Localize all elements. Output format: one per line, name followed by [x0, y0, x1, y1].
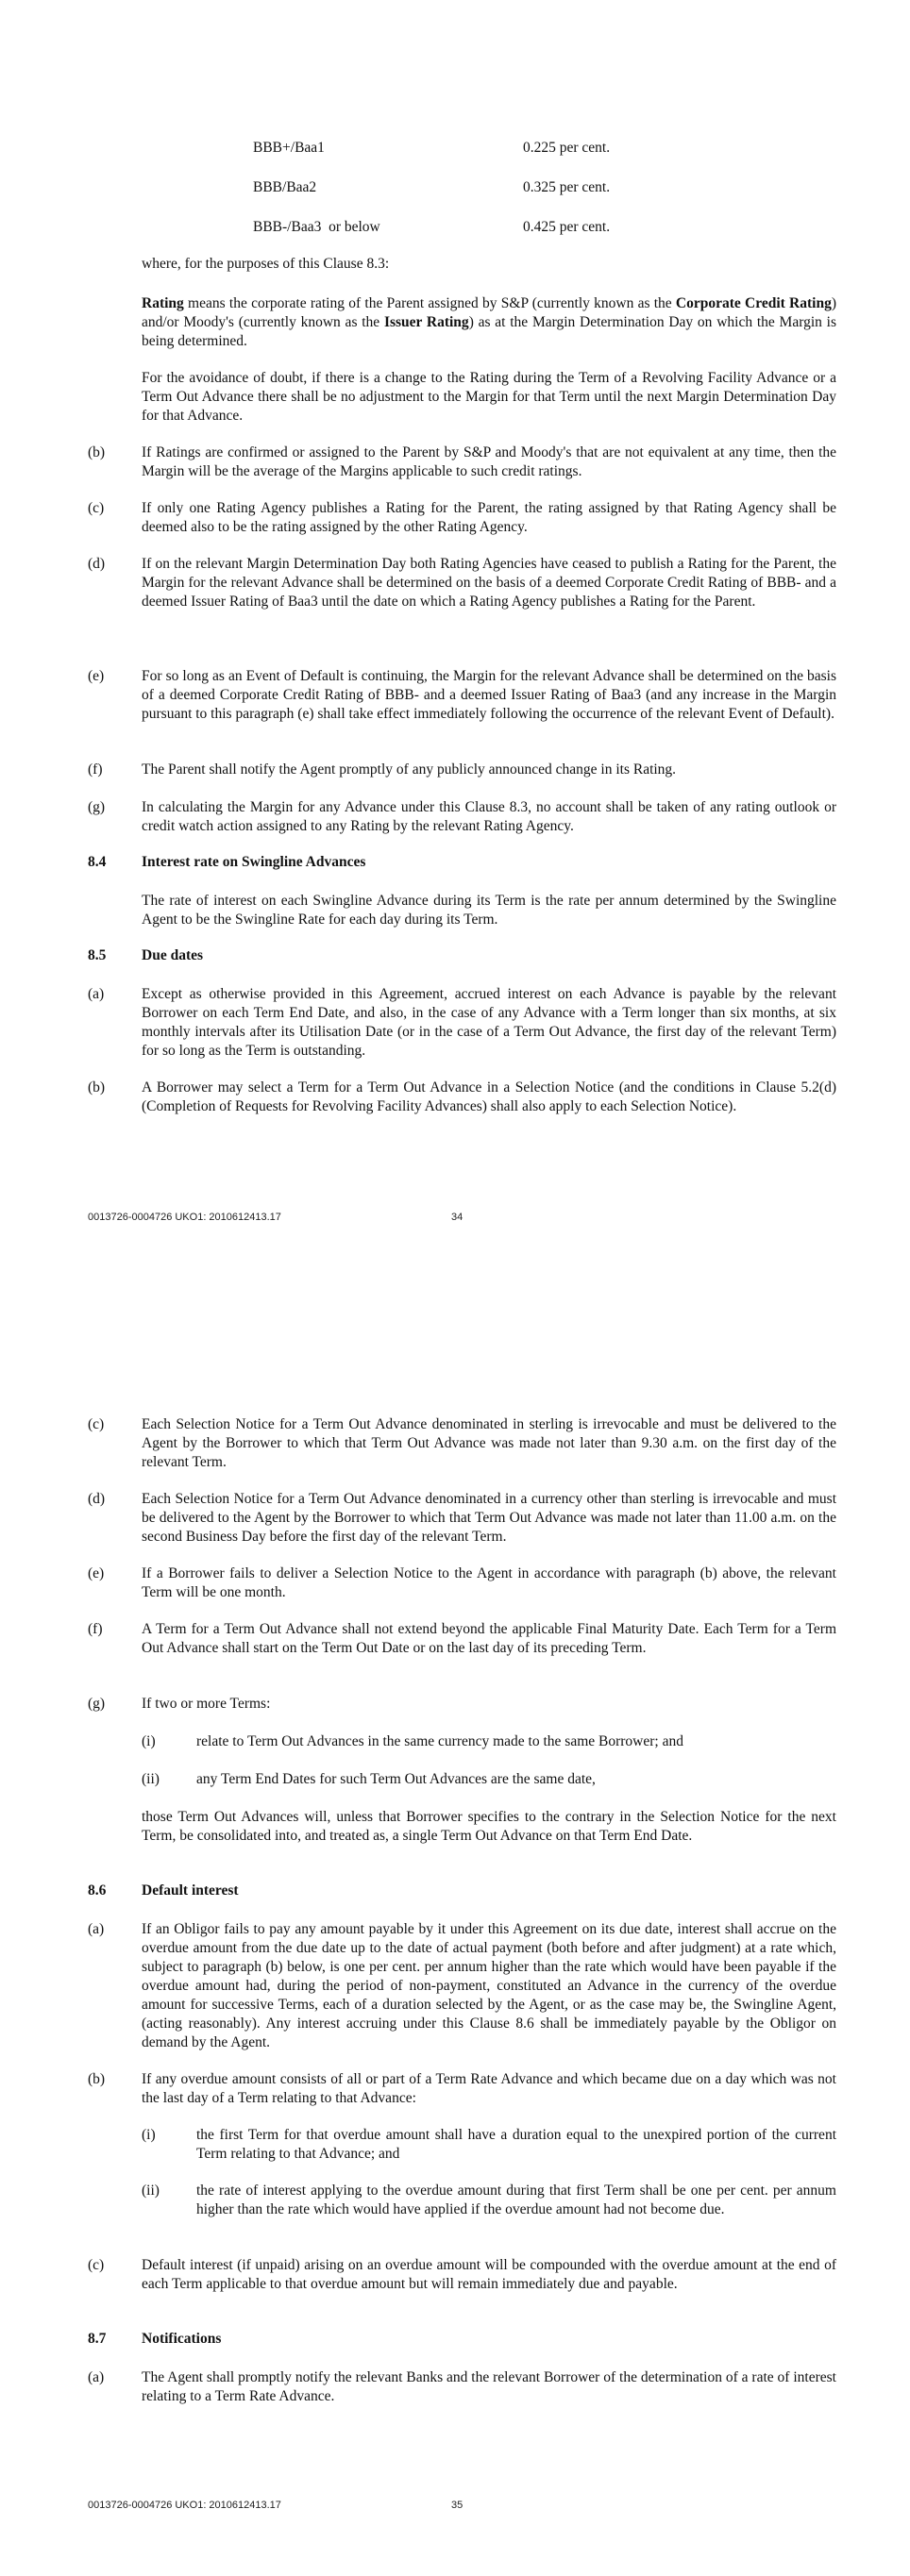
- para-g-num: (g): [88, 799, 106, 815]
- g-sub-i-text: relate to Term Out Advances in the same currency made to the same Borrower; and: [196, 1733, 683, 1749]
- s86-b-text: If any overdue amount consists of all or part of a Term Rate Advance and which became due on a day which was not the last day of a Term relating to that Advance:: [142, 2071, 836, 2106]
- where-clause: where, for the purposes of this Clause 8.3:: [142, 256, 390, 272]
- s86-a-num: (a): [88, 1921, 105, 1937]
- margin-value-1: 0.225 per cent.: [523, 140, 611, 156]
- p2-para-g-text: If two or more Terms:: [142, 1696, 271, 1712]
- s86-b-num: (b): [88, 2071, 106, 2087]
- para-e-num: (e): [88, 668, 105, 684]
- s87-a-num: (a): [88, 2369, 105, 2385]
- s85-a-num: (a): [88, 986, 105, 1002]
- g-sub-ii-num: (ii): [142, 1771, 160, 1787]
- margin-rating-2: BBB/Baa2: [253, 179, 317, 195]
- g-sub-i-num: (i): [142, 1733, 156, 1749]
- section-8-7-title: Notifications: [142, 2331, 222, 2347]
- rating-definition: Rating means the corporate rating of the Parent assigned by S&P (currently known as the Corporate Credit Rating) and/or Moody's (currently known as the Issuer Rating) as at the Margin Determination Day on which the Margin is being determined.: [142, 295, 836, 349]
- para-f-num: (f): [88, 761, 103, 778]
- p2-para-e-text: If a Borrower fails to deliver a Selection Notice to the Agent in accordance with paragraph (b) above, the relevant Term will be one month.: [142, 1565, 836, 1600]
- p2-para-d-text: Each Selection Notice for a Term Out Advance denominated in a currency other than sterling is irrevocable and must be delivered to the Agent by the Borrower to which that Term Out Advance was made not later than 11.00 a.m. on the second Business Day before the first day of the relevant Term.: [142, 1491, 836, 1545]
- section-8-6-title: Default interest: [142, 1882, 239, 1899]
- margin-value-3: 0.425 per cent.: [523, 219, 611, 235]
- footer-ref-2: 0013726-0004726 UKO1: 2010612413.17: [88, 2500, 281, 2511]
- s87-a-text: The Agent shall promptly notify the relevant Banks and the relevant Borrower of the determination of a rate of interest relating to a Term Rate Advance.: [142, 2369, 836, 2404]
- p2-para-f-num: (f): [88, 1621, 103, 1637]
- p2-para-c-text: Each Selection Notice for a Term Out Advance denominated in sterling is irrevocable and must be delivered to the Agent by the Borrower to which that Term Out Advance was made not later than 9.30 a.m. on the first day of the relevant Term.: [142, 1416, 836, 1470]
- page-number-2: 35: [451, 2500, 463, 2511]
- page-number: 34: [451, 1212, 463, 1223]
- para-b-text: If Ratings are confirmed or assigned to the Parent by S&P and Moody's that are not equivalent at any time, then the Margin will be the average of the Margins applicable to such credit ratings.: [142, 444, 836, 479]
- s86-c-num: (c): [88, 2257, 105, 2273]
- para-b-num: (b): [88, 444, 106, 460]
- s86-b-sub-ii-num: (ii): [142, 2183, 160, 2199]
- section-8-5-title: Due dates: [142, 947, 204, 963]
- section-8-7-number: 8.7: [88, 2331, 107, 2347]
- para-f-text: The Parent shall notify the Agent promptly of any publicly announced change in its Rating.: [142, 761, 677, 778]
- margin-rating-3: BBB-/Baa3 or below: [253, 219, 380, 235]
- s86-a-text: If an Obligor fails to pay any amount payable by it under this Agreement on its due date, interest shall accrue on the overdue amount from the due date up to the date of actual payment (both before and after judgment) at a rate which, subject to paragraph (b) below, is one per cent. per annum higher than the rate which would have been payable if the overdue amount had, during the period of non-payment, constituted an Advance in the currency of the overdue amount for successive Terms, each of a duration selected by the Agent, or as the case may be, the Swingline Agent, (acting reasonably). Any interest accruing under this Clause 8.6 shall be immediately payable by the Obligor on demand by the Agent.: [142, 1921, 836, 2050]
- s85-b-text: A Borrower may select a Term for a Term Out Advance in a Selection Notice (and the conditions in Clause 5.2(d) (Completion of Requests for Revolving Facility Advances) shall also apply to each Selection Notice).: [142, 1079, 836, 1114]
- p2-para-f-text: A Term for a Term Out Advance shall not extend beyond the applicable Final Maturity Date. Each Term for a Term Out Advance shall start on the Term Out Date or on the last day of its preceding Term.: [142, 1621, 836, 1656]
- p2-para-d-num: (d): [88, 1491, 106, 1507]
- footer-ref: 0013726-0004726 UKO1: 2010612413.17: [88, 1212, 281, 1223]
- section-8-4-title: Interest rate on Swingline Advances: [142, 854, 366, 870]
- para-c-text: If only one Rating Agency publishes a Rating for the Parent, the rating assigned by that Rating Agency shall be deemed also to be the rating assigned by the other Rating Agency.: [142, 500, 836, 535]
- g-sub-ii-text: any Term End Dates for such Term Out Advances are the same date,: [196, 1771, 596, 1787]
- s85-a-text: Except as otherwise provided in this Agreement, accrued interest on each Advance is payable by the relevant Borrower on each Term End Date, and also, in the case of any Advance with a Term longer than six months, at six monthly intervals after its Utilisation Date (or in the case of a Term Out Advance, the first day of the relevant Term) for so long as the Term is outstanding.: [142, 986, 836, 1059]
- para-d-text: If on the relevant Margin Determination Day both Rating Agencies have ceased to publish a Rating for the Parent, the Margin for the relevant Advance shall be determined on the basis of a deemed Corporate Credit Rating of BBB- and a deemed Issuer Rating of Baa3 until the date on which a Rating Agency publishes a Rating for the Parent.: [142, 556, 836, 610]
- para-d-num: (d): [88, 556, 106, 572]
- para-e-text: For so long as an Event of Default is continuing, the Margin for the relevant Advance shall be determined on the basis of a deemed Corporate Credit Rating of BBB- and a deemed Issuer Rating of Baa3 (and any increase in the Margin pursuant to this paragraph (e) shall take effect immediately following the occurrence of the relevant Event of Default).: [142, 668, 836, 722]
- p2-para-e-num: (e): [88, 1565, 105, 1581]
- s86-b-sub-i-text: the first Term for that overdue amount shall have a duration equal to the unexpired portion of the current Term relating to that Advance; and: [196, 2127, 836, 2162]
- para-c-num: (c): [88, 500, 105, 516]
- margin-value-2: 0.325 per cent.: [523, 179, 611, 195]
- s86-c-text: Default interest (if unpaid) arising on an overdue amount will be compounded with the overdue amount at the end of each Term applicable to that overdue amount but will remain immediately due and payable.: [142, 2257, 836, 2292]
- s86-b-sub-i-num: (i): [142, 2127, 156, 2143]
- avoidance-paragraph: For the avoidance of doubt, if there is a change to the Rating during the Term of a Revolving Facility Advance or a Term Out Advance there shall be no adjustment to the Margin for that Term until the next Margin Determination Day for that Advance.: [142, 370, 836, 424]
- section-8-6-number: 8.6: [88, 1882, 107, 1899]
- margin-rating-1: BBB+/Baa1: [253, 140, 325, 156]
- para-g-text: In calculating the Margin for any Advance under this Clause 8.3, no account shall be taken of any rating outlook or credit watch action assigned to any Rating by the relevant Rating Agency.: [142, 799, 836, 834]
- s85-b-num: (b): [88, 1079, 106, 1096]
- g-tail-text: those Term Out Advances will, unless that Borrower specifies to the contrary in the Selection Notice for the next Term, be consolidated into, and treated as, a single Term Out Advance on that Term End Date.: [142, 1809, 836, 1844]
- p2-para-c-num: (c): [88, 1416, 105, 1432]
- rating-term: Rating: [142, 295, 184, 311]
- page-35: [0, 1288, 910, 2576]
- p2-para-g-num: (g): [88, 1696, 106, 1712]
- section-8-4-text: The rate of interest on each Swingline Advance during its Term is the rate per annum determined by the Swingline Agent to be the Swingline Rate for each day during its Term.: [142, 893, 836, 928]
- s86-b-sub-ii-text: the rate of interest applying to the overdue amount during that first Term shall be one per cent. per annum higher than the rate which would have applied if the overdue amount had not become due.: [196, 2183, 836, 2217]
- section-8-5-number: 8.5: [88, 947, 107, 963]
- section-8-4-number: 8.4: [88, 854, 107, 870]
